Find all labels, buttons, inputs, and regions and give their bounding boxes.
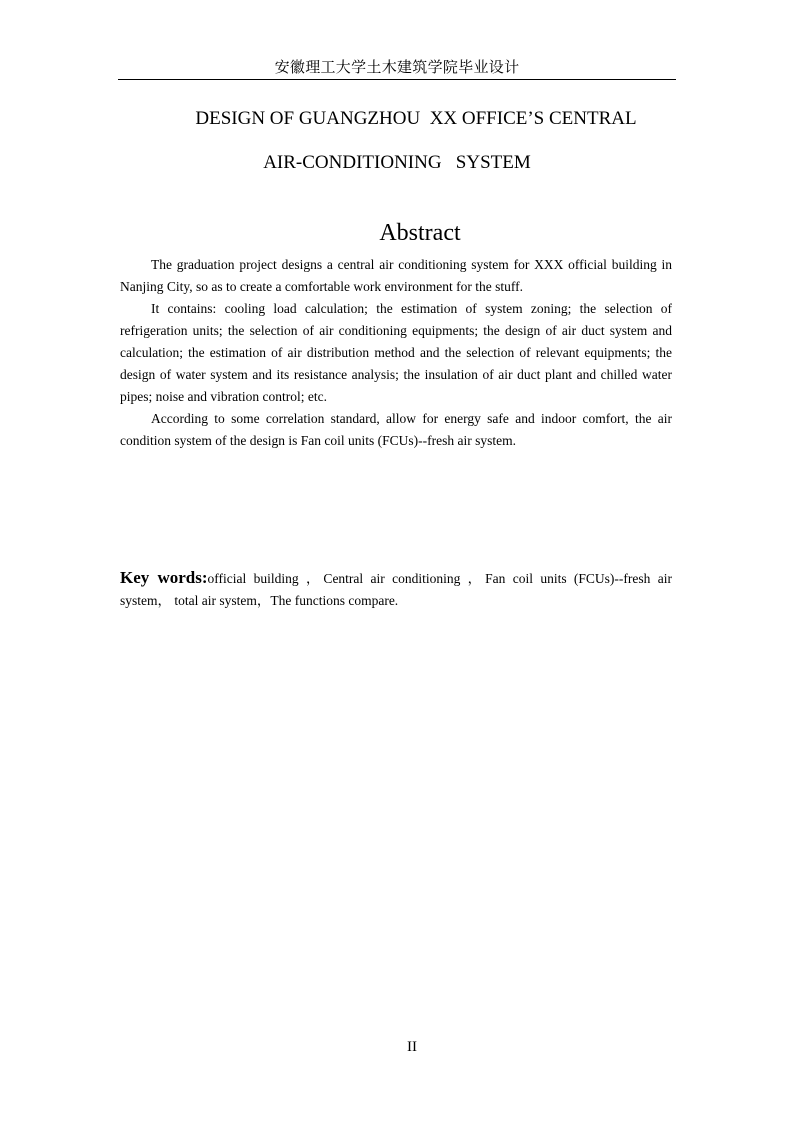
keywords-section bbox=[120, 567, 672, 612]
abstract-paragraph-2: It contains: cooling load calculation; the estimation of system zoning; the selection of refrigeration units; the selection of air conditioning equipments; the design of air duct system and calculation; the estimation of air distribution method and the selection of relevant equipments; the design of water system and its resistance analysis; the insulation of air duct plant and chilled water pipes; noise and vibration control; etc. bbox=[120, 301, 672, 404]
keywords-text: official building ，Central air conditioning ，Fan coil units (FCUs)--fresh air system， total air system，The functions compare. bbox=[120, 571, 672, 608]
title-line-1: DESIGN OF GUANGZHOU XX OFFICE’S CENTRAL bbox=[195, 108, 637, 129]
header-rule bbox=[118, 79, 676, 80]
abstract-paragraph-3: According to some correlation standard, allow for energy safe and indoor comfort, the air condition system of the design is Fan coil units (FCUs)--fresh air system. bbox=[120, 411, 672, 448]
keywords-label: Key words: bbox=[120, 568, 208, 587]
title-line-2: AIR-CONDITIONING SYSTEM bbox=[263, 152, 531, 173]
abstract-heading: Abstract bbox=[379, 220, 461, 246]
page-number: II bbox=[407, 1039, 417, 1055]
page-header: 安徽理工大学土木建筑学院毕业设计 bbox=[274, 58, 520, 76]
abstract-body bbox=[120, 254, 672, 452]
abstract-paragraph-1: The graduation project designs a central air conditioning system for XXX official building in Nanjing City, so as to create a comfortable work environment for the stuff. bbox=[120, 257, 672, 294]
